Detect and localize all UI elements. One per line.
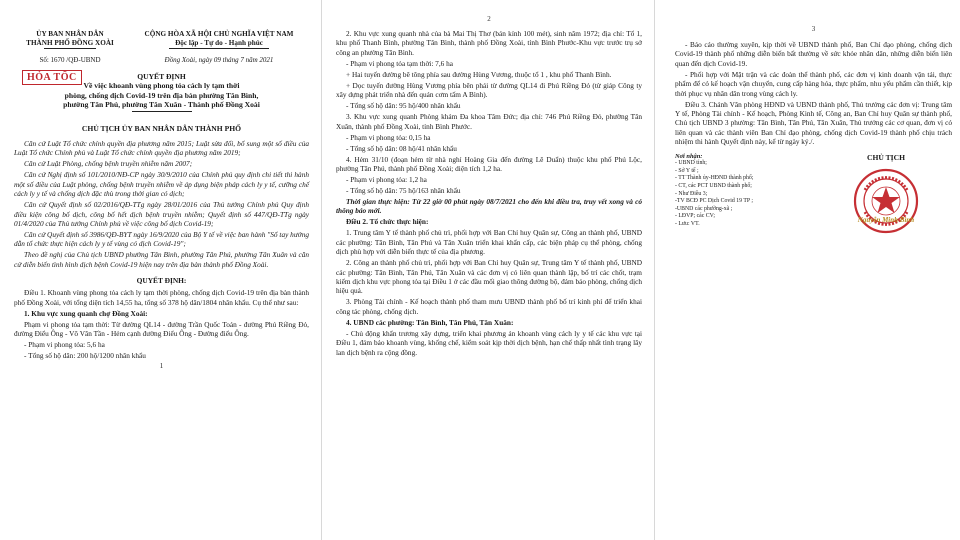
paragraph: - Tổng số hộ dân: 08 hộ/41 nhân khẩu	[346, 143, 457, 153]
recipient-item: - Sở Y tế ;	[675, 167, 699, 174]
legal-bases	[14, 139, 309, 269]
country-name: CỘNG HÒA XÃ HỘI CHỦ NGHĨA VIỆT NAM	[144, 30, 294, 38]
decision-subtitle-line: Về việc khoanh vùng phong tỏa cách ly tạm thời	[83, 81, 240, 91]
paragraph: 2. Khu vực xung quanh nhà của bà Mai Thị Thơ (bán kính 100 mét), sinh năm 1972; địa chỉ: Tổ 1, khu phố Thanh Bình, phường Tân Bình, thành phố Đồng Xoài, tỉnh Bình Phước-Khu vực trước trụ sở công an phường Tân Bình.	[336, 29, 642, 57]
paragraph: - Phối hợp với Mặt trận và các đoàn thể thành phố, các đơn vị kinh doanh vận tải, thực phẩm để có kế hoạch vận chuyển, cung cấp hàng hóa, thực phẩm, nhu yếu phẩm cần thiết, kịp thời phục vụ nhân dân trong vùng cách ly.	[675, 69, 952, 98]
signature-block	[675, 153, 952, 229]
recipient-item: -UBND các phường-xã ;	[675, 205, 733, 212]
agency-underline	[44, 48, 96, 49]
motto: Độc lập - Tự do - Hạnh phúc	[175, 38, 263, 47]
urgent-stamp: HỎA TỐC	[22, 70, 82, 85]
decision-subtitle-line: phòng, chống dịch Covid-19 trên địa bàn phường Tân Bình,	[64, 90, 259, 100]
recipient-item: -TV BCĐ PC Dịch Covid 19 TP ;	[675, 198, 754, 205]
official-seal-icon	[853, 168, 919, 234]
paragraph: - Phạm vi phong tỏa: 1,2 ha	[346, 175, 427, 185]
paragraph: - Chủ động khẩn trương xây dựng, triển khai phương án khoanh vùng cách ly y tế các khu vực tại Điều 1, đảm bảo khoanh vùng, khống chế, kiểm soát kịp thời dịch bệnh, hạn chế thấp nhất tình trạng lây lan dịch bệnh ra cộng đồng.	[336, 328, 642, 357]
paragraph: - Tổng số hộ dân: 75 hộ/163 nhân khẩu	[346, 186, 461, 196]
document-date: Đồng Xoài, ngày 09 tháng 7 năm 2021	[164, 56, 274, 65]
legal-basis: Theo đề nghị của Chủ tịch UBND phường Tân Bình, phường Tân Phú, phường Tân Xuân và căn cứ diễn biến tình hình dịch bệnh Covid-19 hiện nay trên địa bàn thành phố Đồng Xoài.	[14, 250, 309, 269]
article-1	[14, 288, 309, 360]
page-3-body	[675, 40, 952, 147]
paragraph: - Phạm vi phong tỏa tạm thời: 7,6 ha	[346, 58, 454, 68]
recipient-item: - TT Thành ủy-HĐND thành phố;	[675, 175, 754, 182]
recipient-item: - Như Điều 3;	[675, 190, 708, 197]
title-underline	[132, 111, 192, 112]
page-number: 1	[159, 362, 164, 371]
area-1-households: - Tổng số hộ dân: 200 hộ/1200 nhân khẩu	[24, 351, 146, 361]
recipients-list	[675, 153, 820, 229]
article-1-text: Điều 1. Khoanh vùng phong tỏa cách ly tạm thời phòng, chống dịch Covid-19 trên địa bàn thành phố Đồng Xoài, với tổng diện tích 14,55 ha, tổng số 378 hộ dân/1804 nhân khẩu. Cụ thể như sau:	[14, 288, 309, 307]
legal-basis: Căn cứ Quyết định số 3986/QĐ-BYT ngày 16/9/2020 của Bộ Y tế về việc ban hành "Sổ tay hướng dẫn tổ chức thực hiện cách ly y tế vùng có dịch Covid-19";	[14, 230, 309, 249]
paragraph: 1. Trung tâm Y tế thành phố chủ trì, phối hợp với Ban Chỉ huy Quân sự, Công an thành phố, UBND các phường: Tân Bình, Tân Phú và Tân Xuân triển khai khẩn cấp, các biện pháp cụ thể phòng, chống dịch phù hợp với diễn biến thực tế của địa phương.	[336, 228, 642, 257]
recipient-item: - LĐVP; các CV;	[675, 213, 715, 220]
area-1-scope: Phạm vi phong tỏa tạm thời: Từ đường QL14 - đường Trần Quốc Toản - đường Phú Riềng Đỏ, đường Điểu Ông - Võ Văn Tần - Hẻm cạnh đường Điểu Ông - Đường điểu Ông.	[14, 319, 309, 339]
paragraph: - Báo cáo thường xuyên, kịp thời về UBND thành phố, Ban Chỉ đạo phòng, chống dịch Covid-19 thành phố những diễn biến bất thường về sức khỏe nhân dân, những diễn biến liên quan đến dịch Covid-19.	[675, 40, 952, 68]
document-meta	[14, 56, 309, 66]
paragraph: 4. UBND các phường: Tân Bình, Tân Phú, Tân Xuân:	[346, 317, 514, 327]
national-motto	[129, 30, 309, 49]
paragraph: 3. Phòng Tài chính - Kế hoạch thành phố tham mưu UBND thành phố bố trí kinh phí để triển khai công tác phòng, chống dịch.	[336, 297, 642, 316]
paragraph: Điều 2. Tổ chức thực hiện:	[346, 217, 429, 227]
page-2-body	[336, 29, 642, 357]
page-number: 3	[811, 25, 816, 33]
recipient-item: - UBND tỉnh;	[675, 160, 707, 167]
paragraph: Thời gian thực hiện: Từ 22 giờ 00 phút ngày 08/7/2021 cho đến khi điều tra, truy vết xong và có thông báo mới.	[336, 197, 642, 216]
paragraph: 4. Hẻm 31/10 (đoạn hẻm từ nhà nghỉ Hoàng Gia đến đường Lê Duẩn) thuộc khu phố Phú Lộc, phường Tân Phú, thành phố Đồng Xoài; diện tích 1,2 ha.	[336, 154, 642, 174]
paragraph: + Dọc tuyến đường Hùng Vương phía bên phải từ đường QL14 đi Phú Riềng Đỏ (từ giáp Công ty xây dựng phát triển nhà đến quán cơm tấm A Bình).	[336, 80, 642, 100]
paragraph: 3. Khu vực xung quanh Phòng khám Đa khoa Tâm Đức; địa chỉ: 746 Phú Riềng Đỏ, phường Tân Xuân, thành phố Đồng Xoài, tỉnh Bình Phước.	[336, 112, 642, 131]
paragraph: - Tổng số hộ dân: 95 hộ/400 nhân khẩu	[346, 101, 461, 111]
issuing-authority: CHỦ TỊCH ỦY BAN NHÂN DÂN THÀNH PHỐ	[81, 124, 242, 133]
article-3-text: Điều 3. Chánh Văn phòng HĐND và UBND thành phố, Thủ trưởng các đơn vị: Trung tâm Y tế, Phòng Tài chính - Kế hoạch, Phòng Kinh tế, Công an, Ban Chỉ huy Quân sự thành phố, Chủ tịch UBND 3 phường: Tân Bình, Tân Phú, Tân Xuân, Thủ trưởng các cơ quan, đơn vị có liên quan và các thành viên Ban Chỉ đạo phòng, chống dịch Covid-19 thành phố chịu trách nhiệm thi hành Quyết định này, kể từ ngày ký./.	[675, 99, 952, 147]
document-header	[14, 30, 309, 49]
legal-basis: Căn cứ Quyết định số 02/2016/QĐ-TTg ngày 28/01/2016 của Thủ tướng Chính phủ Quy định điều kiện công bố dịch, công bố hết dịch bệnh truyền nhiễm; Quyết định số 447/QĐ-TTg ngày 01/4/2020 của Thủ tướng Chính phủ về việc công bố dịch Covid-19;	[14, 200, 309, 229]
recipients-title: Nơi nhận:	[675, 152, 703, 160]
paragraph: + Hai tuyến đường bê tông phía sau đường Hùng Vương, thuộc tổ 1 , khu phố Thanh Bình.	[346, 69, 612, 79]
paragraph: - Phạm vi phong tỏa: 0,15 ha	[346, 132, 431, 142]
legal-basis: Căn cứ Nghị định số 101/2010/NĐ-CP ngày 30/9/2010 của Chính phủ quy định chi tiết thi hành một số điều của Luật phòng, chống bệnh truyền nhiễm về áp dụng biện pháp cách ly y tế, cưỡng chế cách ly y tế và chống dịch đặc thù trong thời gian có dịch;	[14, 170, 309, 199]
document-page-2	[322, 0, 655, 540]
document-number: Số: 1670 /QĐ-UBND	[39, 56, 101, 65]
legal-basis: Căn cứ Luật Tổ chức chính quyền địa phương năm 2015; Luật sửa đổi, bổ sung một số điều của Luật Tổ chức Chính phủ và Luật Tổ chức chính quyền địa phương năm 2019;	[14, 139, 309, 158]
signer-title: CHỦ TỊCH	[866, 152, 906, 162]
paragraph: 2. Công an thành phố chủ trì, phối hợp với Ban Chỉ huy Quân sự, Trung tâm Y tế thành phố, UBND các phường: Tân Bình, Tân Phú, Tân Xuân và các đơn vị có liên quan thành lập, bố trí các chốt, trạm kiểm dịch khu vực phong tỏa tại Điều 1 ở các đầu mối giao thông đường bộ, đảm bảo phòng, chống dịch hiệu quả.	[336, 258, 642, 296]
motto-underline	[169, 48, 269, 49]
decision-subtitle-line: phường Tân Phú, phường Tân Xuân - Thành phố Đồng Xoài	[63, 99, 260, 109]
agency-line-1: ỦY BAN NHÂN DÂN	[36, 30, 104, 38]
area-1-title: 1. Khu vực xung quanh chợ Đồng Xoài:	[24, 308, 148, 318]
legal-basis: Căn cứ Luật Phòng, chống bệnh truyền nhiễm năm 2007;	[24, 159, 193, 169]
signer	[820, 153, 952, 229]
area-1-size: - Phạm vi phong tỏa: 5,6 ha	[24, 340, 105, 350]
document-page-3	[655, 0, 960, 540]
page-number: 2	[487, 15, 491, 23]
decision-title: QUYẾT ĐỊNH	[137, 72, 186, 82]
decides-heading: QUYẾT ĐỊNH:	[136, 276, 187, 286]
agency-line-2: THÀNH PHỐ ĐỒNG XOÀI	[26, 38, 114, 47]
document-page-1	[0, 0, 322, 540]
recipient-item: - CT, các PCT UBND thành phố;	[675, 183, 752, 190]
issuing-agency	[14, 30, 126, 49]
signer-name: Nguyễn Minh Bình	[857, 215, 915, 224]
recipient-item: - Lưu: VT.	[675, 221, 700, 227]
